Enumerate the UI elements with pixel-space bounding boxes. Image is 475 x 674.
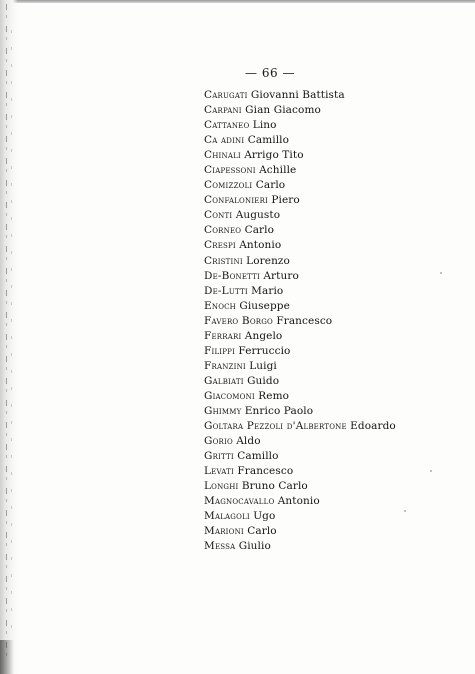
page-number: — 66 — bbox=[245, 66, 295, 80]
page-top-edge bbox=[0, 0, 475, 3]
list-item bbox=[204, 254, 396, 269]
surname: Carpani bbox=[204, 104, 242, 117]
list-item bbox=[204, 223, 396, 238]
surname: Longhi bbox=[204, 480, 239, 493]
surname: Corneo bbox=[204, 224, 242, 237]
list-item bbox=[204, 494, 396, 509]
given-names: Ugo bbox=[253, 510, 276, 523]
given-names: Enrico Paolo bbox=[244, 404, 314, 417]
list-item bbox=[204, 539, 396, 554]
list-item bbox=[204, 314, 396, 329]
binding-stitch-line bbox=[6, 4, 7, 664]
list-item bbox=[204, 103, 396, 118]
paper-speck bbox=[440, 272, 442, 274]
given-names: Antonio bbox=[239, 239, 282, 252]
surname: Gritti bbox=[204, 450, 234, 463]
list-item bbox=[204, 509, 396, 524]
surname: Crespi bbox=[204, 239, 236, 252]
surname: Ferrari bbox=[204, 329, 242, 342]
given-names: Angelo bbox=[244, 329, 283, 342]
list-item bbox=[204, 238, 396, 253]
list-item bbox=[204, 133, 396, 148]
list-item bbox=[204, 178, 396, 193]
surname: Levati bbox=[204, 465, 234, 478]
surname: Filippi bbox=[204, 344, 236, 357]
list-item bbox=[204, 404, 396, 419]
corner-smudge bbox=[0, 640, 14, 674]
given-names: Giulio bbox=[238, 540, 271, 553]
given-names: Camillo bbox=[237, 450, 279, 463]
surname: Malagoli bbox=[204, 510, 250, 523]
given-names: Piero bbox=[271, 194, 300, 207]
list-item bbox=[204, 464, 396, 479]
list-item bbox=[204, 479, 396, 494]
list-item bbox=[204, 163, 396, 178]
given-names: Arturo bbox=[263, 269, 299, 282]
list-item bbox=[204, 389, 396, 404]
list-item bbox=[204, 88, 396, 103]
given-names: Remo bbox=[258, 389, 290, 402]
given-names: Edoardo bbox=[350, 420, 396, 433]
surname: Ciapessoni bbox=[204, 164, 256, 177]
name-list bbox=[204, 88, 396, 554]
list-item bbox=[204, 419, 396, 434]
given-names: Lorenzo bbox=[246, 254, 290, 267]
binding-stitch-line-secondary bbox=[11, 30, 12, 630]
given-names: Antonio bbox=[277, 495, 320, 508]
given-names: Lino bbox=[252, 119, 277, 132]
list-item bbox=[204, 524, 396, 539]
list-item bbox=[204, 193, 396, 208]
binding-edge bbox=[0, 0, 18, 674]
given-names: Achille bbox=[259, 164, 297, 177]
surname: Confalonieri bbox=[204, 194, 269, 207]
given-names: Luigi bbox=[249, 359, 277, 372]
given-names: Gian Giacomo bbox=[245, 104, 321, 117]
surname: De-Lutti bbox=[204, 284, 248, 297]
given-names: Augusto bbox=[235, 209, 281, 222]
given-names: Carlo bbox=[247, 525, 277, 538]
list-item bbox=[204, 299, 396, 314]
given-names: Bruno Carlo bbox=[241, 480, 308, 493]
given-names: Francesco bbox=[237, 465, 294, 478]
surname: Favero Borgo bbox=[204, 314, 273, 327]
given-names: Francesco bbox=[276, 314, 333, 327]
given-names: Giuseppe bbox=[239, 299, 290, 312]
surname: De-Bonetti bbox=[204, 269, 260, 282]
given-names: Arrigo Tito bbox=[244, 149, 304, 162]
surname: Cristini bbox=[204, 254, 243, 267]
surname: Giacomoni bbox=[204, 389, 255, 402]
list-item bbox=[204, 449, 396, 464]
list-item bbox=[204, 284, 396, 299]
surname: Messa bbox=[204, 540, 236, 553]
paper-speck bbox=[430, 470, 432, 472]
given-names: Aldo bbox=[236, 435, 261, 448]
surname: Goltara Pezzoli d'Albertone bbox=[204, 420, 347, 433]
given-names: Camillo bbox=[247, 134, 290, 147]
surname: Galbiati bbox=[204, 374, 244, 387]
paper-speck bbox=[404, 510, 406, 512]
surname: Marioni bbox=[204, 525, 244, 538]
list-item bbox=[204, 148, 396, 163]
surname: Chinali bbox=[204, 149, 241, 162]
list-item bbox=[204, 208, 396, 223]
list-item bbox=[204, 374, 396, 389]
surname: Franzini bbox=[204, 359, 246, 372]
surname: Cattaneo bbox=[204, 119, 250, 132]
surname: Comizzoli bbox=[204, 179, 253, 192]
surname: Magnocavallo bbox=[204, 495, 275, 508]
surname: Conti bbox=[204, 209, 233, 222]
surname: Carugati bbox=[204, 89, 248, 101]
list-item bbox=[204, 329, 396, 344]
list-item bbox=[204, 118, 396, 133]
list-item bbox=[204, 434, 396, 449]
given-names: Carlo bbox=[244, 224, 275, 237]
list-item bbox=[204, 359, 396, 374]
given-names: Ferruccio bbox=[238, 344, 291, 357]
list-item bbox=[204, 269, 396, 284]
given-names: Mario bbox=[251, 284, 284, 297]
surname: Enoch bbox=[204, 299, 236, 312]
given-names: Giovanni Battista bbox=[250, 89, 345, 101]
given-names: Carlo bbox=[255, 179, 286, 192]
surname: Ghimmy bbox=[204, 404, 242, 417]
given-names: Guido bbox=[247, 374, 280, 387]
surname: Ca adini bbox=[204, 134, 245, 147]
list-item bbox=[204, 344, 396, 359]
surname: Gorio bbox=[204, 435, 233, 448]
